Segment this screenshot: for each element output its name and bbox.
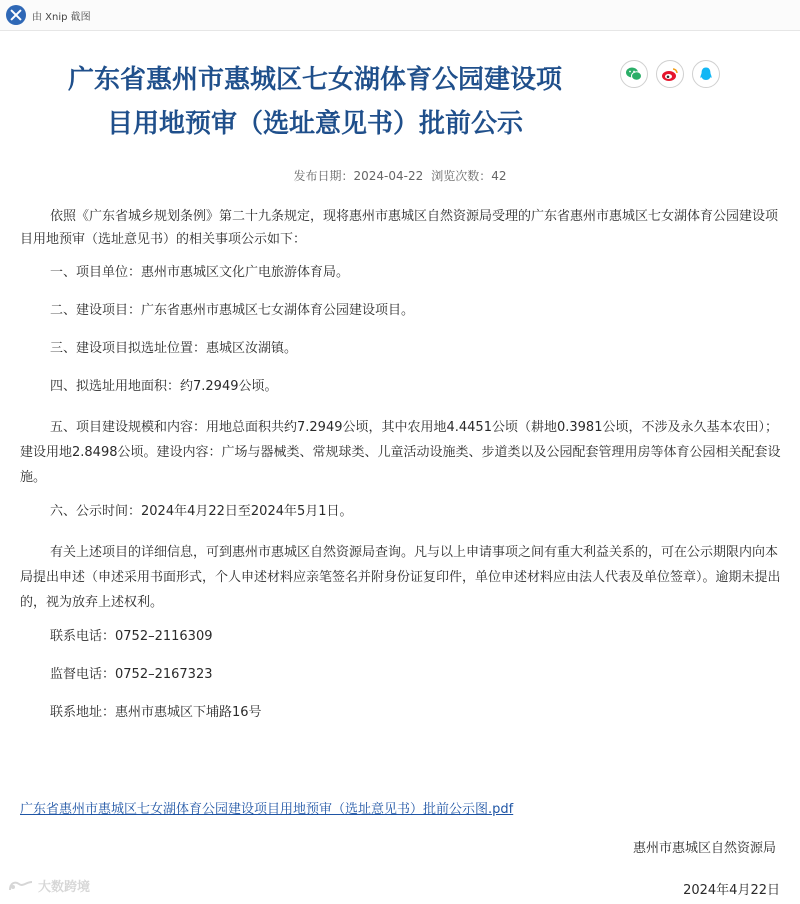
- supervise-phone: 监督电话：0752–2167323: [50, 667, 213, 682]
- notice-paragraph: 有关上述项目的详细信息，可到惠州市惠城区自然资源局查询。凡与以上申请事项之间有重大利益关系的，可在公示期限内向本局提出申述（申述采用书面形式，个人申述材料应亲笔签名并附身份证复印件，单位申述材料应由法人代表及单位签章）。逾期未提出的，视为放弃上述权利。: [20, 545, 781, 610]
- watermark-logo-icon: [8, 879, 34, 893]
- item-project-unit: 一、项目单位：惠州市惠城区文化广电旅游体育局。: [50, 265, 350, 280]
- weibo-icon[interactable]: [656, 60, 684, 88]
- publish-meta: [0, 167, 800, 184]
- view-count: 浏览次数：42: [431, 169, 507, 183]
- capture-toolbar: [0, 0, 800, 31]
- issuing-organization: 惠州市惠城区自然资源局: [632, 841, 776, 856]
- item-area: 四、拟选址用地面积：约7.2949公顷。: [50, 379, 278, 394]
- watermark-text: 大数跨境: [38, 880, 91, 895]
- article-body: [20, 205, 782, 741]
- page-title: [20, 58, 610, 146]
- publish-date: 发布日期：2024-04-22: [293, 169, 424, 183]
- contact-phone: 联系电话：0752–2116309: [50, 629, 213, 644]
- contact-address: 联系地址：惠州市惠城区下埔路16号: [50, 705, 262, 720]
- share-bar: [620, 60, 720, 88]
- item-scale: 五、项目建设规模和内容：用地总面积共约7.2949公顷，其中农用地4.4451公顷（耕地0.3981公顷，不涉及永久基本农田）；建设用地2.8498公顷。建设内容：广场与器械类、常规球类、儿童活动设施类、步道类以及公园配套管理用房等体育公园相关配套设施。: [20, 420, 781, 485]
- item-project-name: 二、建设项目：广东省惠州市惠城区七女湖体育公园建设项目。: [50, 303, 415, 318]
- xnip-logo-icon: [6, 5, 26, 25]
- issue-date: 2024年4月22日: [683, 883, 780, 898]
- title-line-2: 目用地预审（选址意见书）批前公示: [106, 109, 523, 139]
- title-line-1: 广东省惠州市惠城区七女湖体育公园建设项: [67, 65, 562, 95]
- wechat-icon[interactable]: [620, 60, 648, 88]
- watermark: [8, 876, 90, 895]
- intro-paragraph: 依照《广东省城乡规划条例》第二十九条规定，现将惠州市惠城区自然资源局受理的广东省惠州市惠城区七女湖体育公园建设项目用地预审（选址意见书）的相关事项公示如下：: [20, 209, 779, 247]
- item-location: 三、建设项目拟选址位置：惠城区汝湖镇。: [50, 341, 298, 356]
- attachment-link[interactable]: 广东省惠州市惠城区七女湖体育公园建设项目用地预审（选址意见书）批前公示图.pdf: [20, 802, 514, 817]
- capture-label: 由 Xnip 截图: [32, 11, 91, 23]
- qq-icon[interactable]: [692, 60, 720, 88]
- item-period: 六、公示时间：2024年4月22日至2024年5月1日。: [50, 504, 353, 519]
